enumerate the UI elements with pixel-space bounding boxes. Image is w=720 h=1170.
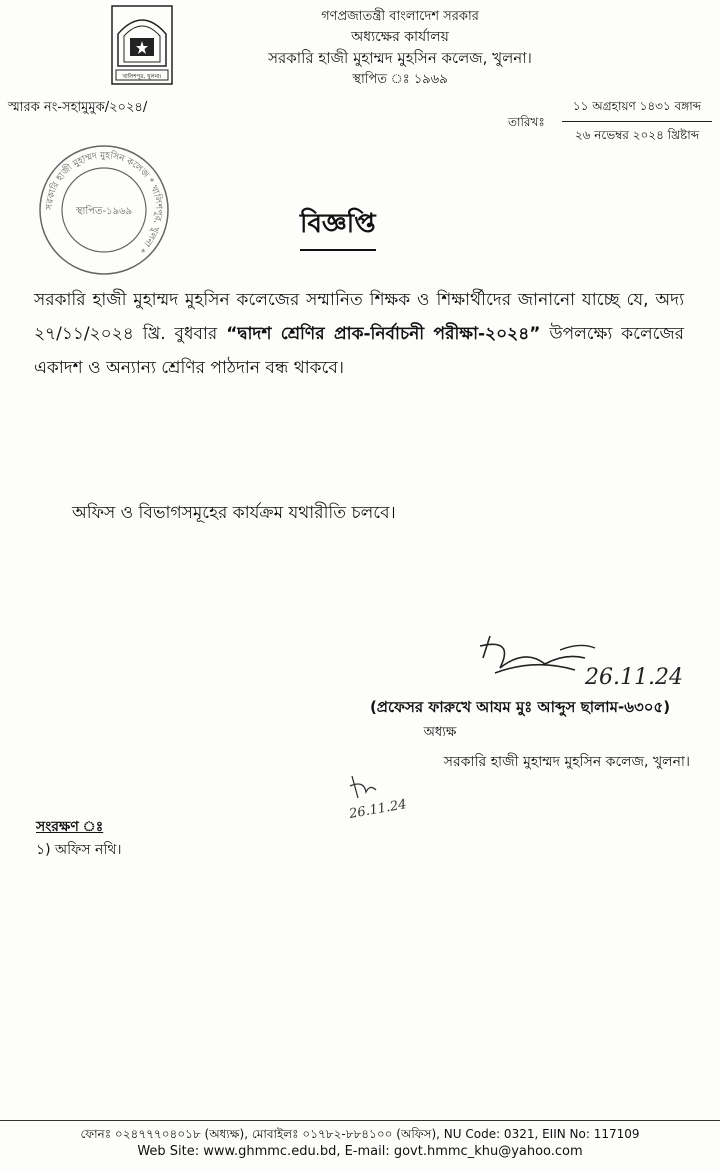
svg-text:26.11.24: 26.11.24 [348, 797, 408, 822]
cc-title: সংরক্ষণ ঃ [36, 819, 104, 835]
notice-body [34, 283, 684, 385]
memo-number: স্মারক নং-সহামুমুক/২০২৪/ [8, 100, 148, 115]
svg-text:খালিশপুর, খুলনা।: খালিশপুর, খুলনা। [122, 74, 162, 80]
footer-contact: ফোনঃ ০২৪৭৭৭০৪০১৮ (অধ্যক্ষ), মোবাইলঃ ০১৭৮২-৮৮৪১০০ (অফিস), NU Code: 0321, EIIN No: 117109 [80, 1127, 640, 1141]
footer-web: Web Site: www.ghmmc.edu.bd, E-mail: govt.hmmc_khu@yahoo.com [137, 1144, 583, 1159]
date-bangla: ১১ অগ্রহায়ণ ১৪৩১ বঙ্গাব্দ [562, 98, 712, 122]
established: স্থাপিত ঃ ১৯৬৯ [352, 72, 448, 87]
notice-text-a: সরকারি হাজী মুহাম্মদ মুহসিন কলেজের সম্মানিত শিক্ষক ও শিক্ষার্থীদের জানানো যাচ্ছে যে, অদ্য ২৭/১১/২০২৪ খ্রি. বুধবার [34, 290, 684, 344]
college-name: সরকারি হাজী মুহাম্মদ মুহসিন কলেজ, খুলনা। [268, 49, 532, 67]
date-block [562, 98, 712, 147]
date-english: ২৬ নভেম্বর ২০২৪ খ্রিষ্টাব্দ [574, 128, 700, 142]
footer [0, 1120, 720, 1161]
principal-designation: অধ্যক্ষ [423, 725, 457, 740]
signature-college: সরকারি হাজী মুহাম্মদ মুহসিন কলেজ, খুলনা। [443, 754, 690, 770]
round-seal [34, 140, 174, 280]
signature-image [455, 628, 715, 698]
notice-title: বিজ্ঞপ্তি [300, 203, 376, 251]
gov-name: গণপ্রজাতন্ত্রী বাংলাদেশ সরকার [321, 9, 479, 24]
date-label: তারিখঃ [508, 115, 545, 129]
cc-item: ১) অফিস নথি। [36, 842, 122, 858]
exam-name: “দ্বাদশ শ্রেণির প্রাক-নির্বাচনী পরীক্ষা-২০২৪” [226, 324, 541, 344]
office-name: অধ্যক্ষের কার্যালয় [351, 29, 449, 45]
principal-name: (প্রফেসর ফারুখে আযম মুঃ আব্দুস ছালাম-৬৩০৫) [369, 698, 671, 716]
notice-office-line: অফিস ও বিভাগসমূহের কার্যক্রম যথারীতি চলবে। [72, 503, 396, 523]
letterhead [180, 6, 620, 90]
college-logo [110, 4, 174, 86]
svg-text:26.11.24: 26.11.24 [585, 665, 683, 690]
svg-text:স্থাপিত-১৯৬৯: স্থাপিত-১৯৬৯ [75, 206, 133, 217]
svg-text:সরকারি হাজী মুহাম্মদ মুহসিন কল: সরকারি হাজী মুহাম্মদ মুহসিন কলেজ * খালিশপুর, খুলনা * [44, 150, 164, 255]
notice-text-b: উপলক্ষ্যে কলেজের একাদশ ও অন্যান্য শ্রেণির পাঠদান বন্ধ থাকবে। [34, 324, 685, 378]
initial-signature [342, 772, 432, 822]
